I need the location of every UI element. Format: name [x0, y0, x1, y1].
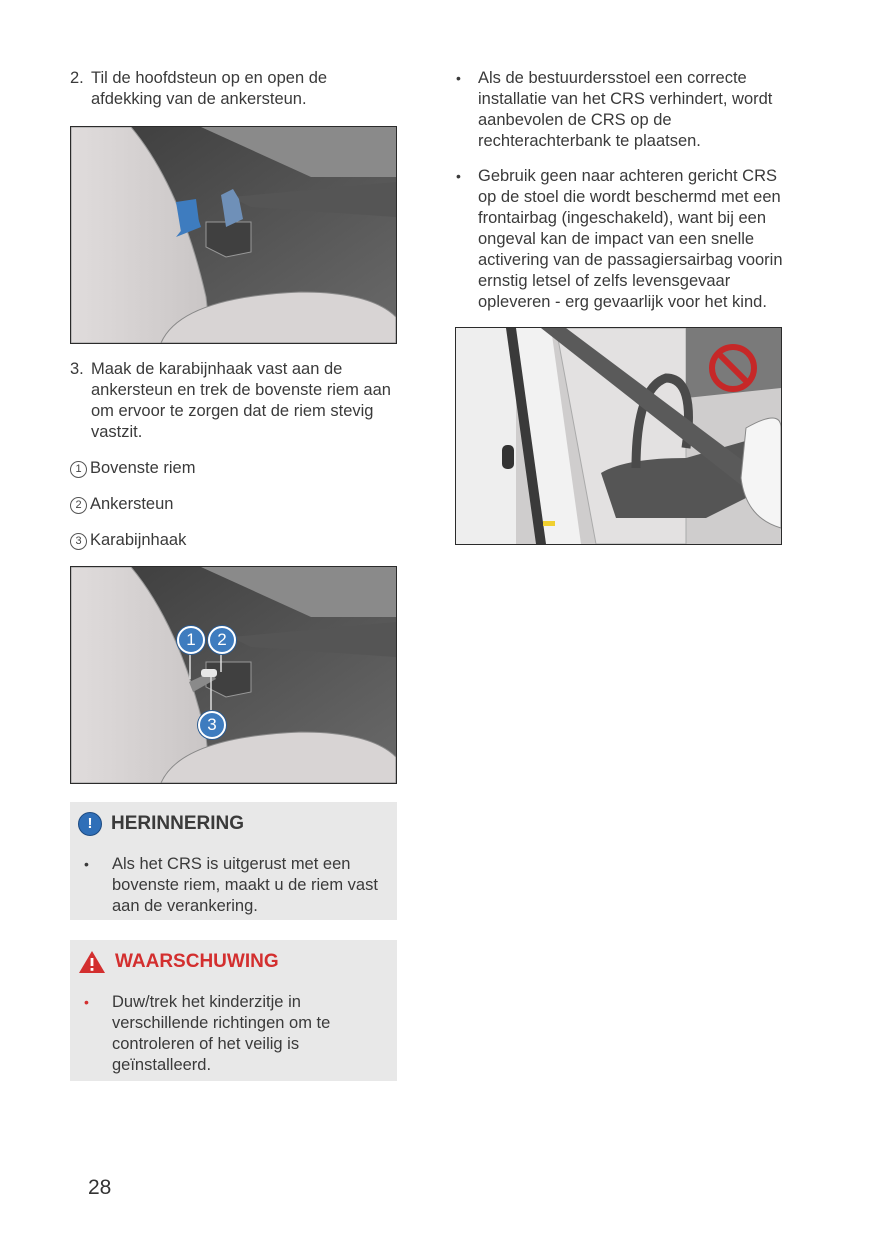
headrest-anchor-illustration — [71, 127, 396, 343]
reminder-header — [78, 812, 387, 836]
bullet-icon: • — [456, 168, 461, 184]
callout-2: 2 — [208, 626, 236, 654]
legend-item-2 — [70, 494, 397, 515]
warning-box — [70, 940, 397, 1081]
right-column — [454, 68, 784, 545]
bullet-icon: • — [456, 70, 461, 86]
reminder-text: Als het CRS is uitgerust met een bovenste riem, maakt u de riem vast aan de verankering. — [112, 855, 378, 915]
left-column — [70, 68, 397, 1081]
hook-attachment-illustration — [71, 567, 396, 783]
legend-marker: 1 — [70, 461, 87, 478]
prohibited-icon — [708, 343, 758, 393]
step-number: 2. — [70, 69, 84, 87]
info-icon: ! — [78, 812, 102, 836]
warning-triangle-icon — [78, 950, 106, 974]
callout-3: 3 — [198, 711, 226, 739]
callout-1: 1 — [177, 626, 205, 654]
figure-rear-facing-crs-airbag — [455, 327, 782, 545]
bullet-text: Gebruik geen naar achteren gericht CRS op de stoel die wordt beschermd met een frontairbag (ingeschakeld), want bij een ongeval kan de impact van een snelle activering van de passagiersairbag voorin ernstig letsel of zelfs levensgevaar opleveren - erg gevaarlijk voor het kind. — [478, 167, 783, 311]
step-text: Til de hoofdsteun op en open de afdekking van de ankersteun. — [91, 69, 328, 108]
warning-text: Duw/trek het kinderzitje in verschillende richtingen om te controleren of het veilig is geïnstalleerd. — [112, 993, 331, 1074]
page-number: 28 — [88, 1176, 112, 1199]
warning-bullet — [78, 992, 387, 1076]
step-text: Maak de karabijnhaak vast aan de ankersteun en trek de bovenste riem aan om ervoor te zorgen dat de riem stevig vastzit. — [91, 360, 391, 441]
bullet-text: Als de bestuurdersstoel een correcte installatie van het CRS verhindert, wordt aanbevolen de CRS op de rechterachterbank te plaatsen. — [478, 69, 773, 150]
legend-marker: 2 — [70, 497, 87, 514]
bullet-item-2 — [454, 166, 784, 313]
legend-item-3 — [70, 530, 397, 551]
step-number: 3. — [70, 360, 84, 378]
bullet-item-1 — [454, 68, 784, 152]
reminder-title: HERINNERING — [111, 813, 245, 834]
reminder-box — [70, 802, 397, 920]
step-3 — [70, 359, 397, 443]
reminder-bullet — [78, 854, 387, 917]
figure-open-anchor-cover — [70, 126, 397, 344]
step-2 — [70, 68, 397, 110]
legend-label: Karabijnhaak — [90, 531, 187, 549]
legend-item-1 — [70, 458, 397, 479]
bullet-icon: • — [84, 856, 89, 872]
figure-attach-hook — [70, 566, 397, 784]
warning-header — [78, 950, 387, 974]
bullet-icon: • — [84, 994, 89, 1010]
legend-marker: 3 — [70, 533, 87, 550]
legend-label: Bovenste riem — [90, 459, 196, 477]
legend-label: Ankersteun — [90, 495, 174, 513]
warning-title: WAARSCHUWING — [115, 951, 279, 972]
